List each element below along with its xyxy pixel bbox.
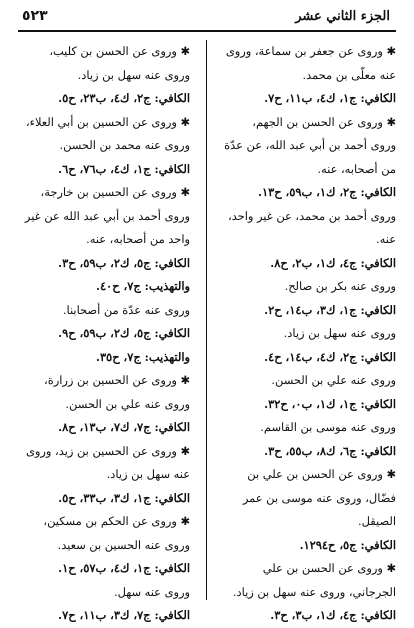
text-line: من أصحابه، عنه. <box>317 161 396 176</box>
text-line: ✱ وروى عن الحسن بن الجهم، <box>252 114 396 129</box>
citation-line: الكافي: ج١، ك٣، ب٣٣، ح٥. <box>58 490 190 505</box>
citation-line: الكافي: ج٢، ك١، ب٥٩، ح١٣. <box>258 185 396 199</box>
citation-line: والتهذيب: ج٧، ح٤٠. <box>95 279 190 293</box>
running-title: الجزء الثاني عشر <box>295 9 390 24</box>
text-line: فضّال، وروى عنه موسى بن عمر <box>242 490 396 505</box>
citation-line: الكافي: ج١، ك٤، ب٥٧، ح١. <box>58 561 190 575</box>
citation-line: الكافي: ج١، ك٤، ب٧٦، ح٦. <box>58 161 190 176</box>
text-line: الصيقل. <box>358 514 396 528</box>
citation-line: الكافي: ج٦، ك٨، ب٥٥، ح٣. <box>264 443 396 458</box>
citation-line: الكافي: ج٢، ك٤، ب٢٣، ح٥. <box>58 91 190 105</box>
citation-line: الكافي: ج١، ك١، ب٠، ح٣٢. <box>264 396 396 411</box>
citation-line: الكافي: ج٢، ك٤، ب١٤، ح٤. <box>264 349 396 364</box>
right-column <box>224 40 396 628</box>
citation-line: الكافي: ج١، ك٤، ب١١، ح٧. <box>264 91 396 105</box>
citation-line: والتهذيب: ج٧، ح٣٥. <box>95 349 190 364</box>
text-line: وروى عنه علي بن الحسن. <box>271 373 396 387</box>
page-header <box>18 8 396 32</box>
text-line: عنه. <box>376 232 396 246</box>
text-line: عنه معلّى بن محمد. <box>302 67 396 82</box>
text-line: وروى أحمد بن محمد، عن غير واحد، <box>228 208 396 223</box>
text-line: وروى أحمد بن أبي عبد الله عن غير <box>24 208 190 223</box>
text-line: وروى عنه سهل بن زياد. <box>283 326 396 340</box>
text-line: الجرجاني، وروى عنه سهل بن زياد. <box>232 584 396 599</box>
text-line: ✱ وروى عن الحسن بن علي بن <box>247 467 396 481</box>
citation-line: الكافي: ج٥، ك٢، ب٥٩، ح٣. <box>58 255 190 270</box>
text-line: وروى عنه بكر بن صالح. <box>284 279 396 293</box>
page-number: ٥٢٣ <box>22 8 48 24</box>
text-line: وروى عنه سهل. <box>113 584 190 599</box>
text-line: وروى عنه موسى بن القاسم. <box>260 420 396 434</box>
column-divider <box>206 40 207 600</box>
text-line: عنه سهل بن زياد. <box>106 467 190 481</box>
text-line: ✱ وروى عن الحسن بن علي <box>262 561 396 575</box>
text-line: واحد من أصحابه، عنه. <box>86 232 190 246</box>
left-column <box>18 40 190 628</box>
text-line: ✱ وروى عن الحكم بن مسكين، <box>43 514 190 528</box>
text-line: ✱ وروى عن الحسين بن خارجة، <box>40 185 190 199</box>
text-line: ✱ وروى عن الحسين بن زرارة، <box>44 373 190 387</box>
citation-line: الكافي: ج٥، ك٢، ب٥٩، ح٩. <box>58 326 190 340</box>
citation-line: الكافي: ج٧، ك٣، ب١١، ح٧. <box>58 608 190 622</box>
text-line: ✱ وروى عن الحسين بن أبي العلاء، <box>25 114 190 129</box>
text-line: ✱ وروى عن الحسين بن زيد، وروى <box>26 443 190 458</box>
citation-line: الكافي: ج٥، ح١٢٩٤. <box>299 537 396 552</box>
text-line: وروى عنه سهل بن زياد. <box>77 67 190 82</box>
text-line: وروى عنه علي بن الحسن. <box>65 396 190 411</box>
citation-line: الكافي: ج٤، ك١، ب٣، ح٣. <box>270 608 396 622</box>
text-line: وروى عنه عدّة من أصحابنا. <box>62 302 190 317</box>
citation-line: الكافي: ج٤، ك١، ب٢، ح٨. <box>270 255 396 270</box>
citation-line: الكافي: ج٧، ك٧، ب١٣، ح٨. <box>58 420 190 434</box>
text-line: وروى عنه الحسين بن سعيد. <box>57 537 190 552</box>
text-line: وروى عنه محمد بن الحسن. <box>59 138 190 152</box>
text-line: وروى أحمد بن أبي عبد الله، عن عدّة <box>224 138 396 152</box>
citation-line: الكافي: ج١، ك٣، ب١٤، ح٢. <box>264 302 396 317</box>
text-line: ✱ وروى عن الحسن بن كليب، <box>49 44 190 58</box>
text-line: ✱ وروى عن جعفر بن سماعة، وروى <box>225 44 396 58</box>
